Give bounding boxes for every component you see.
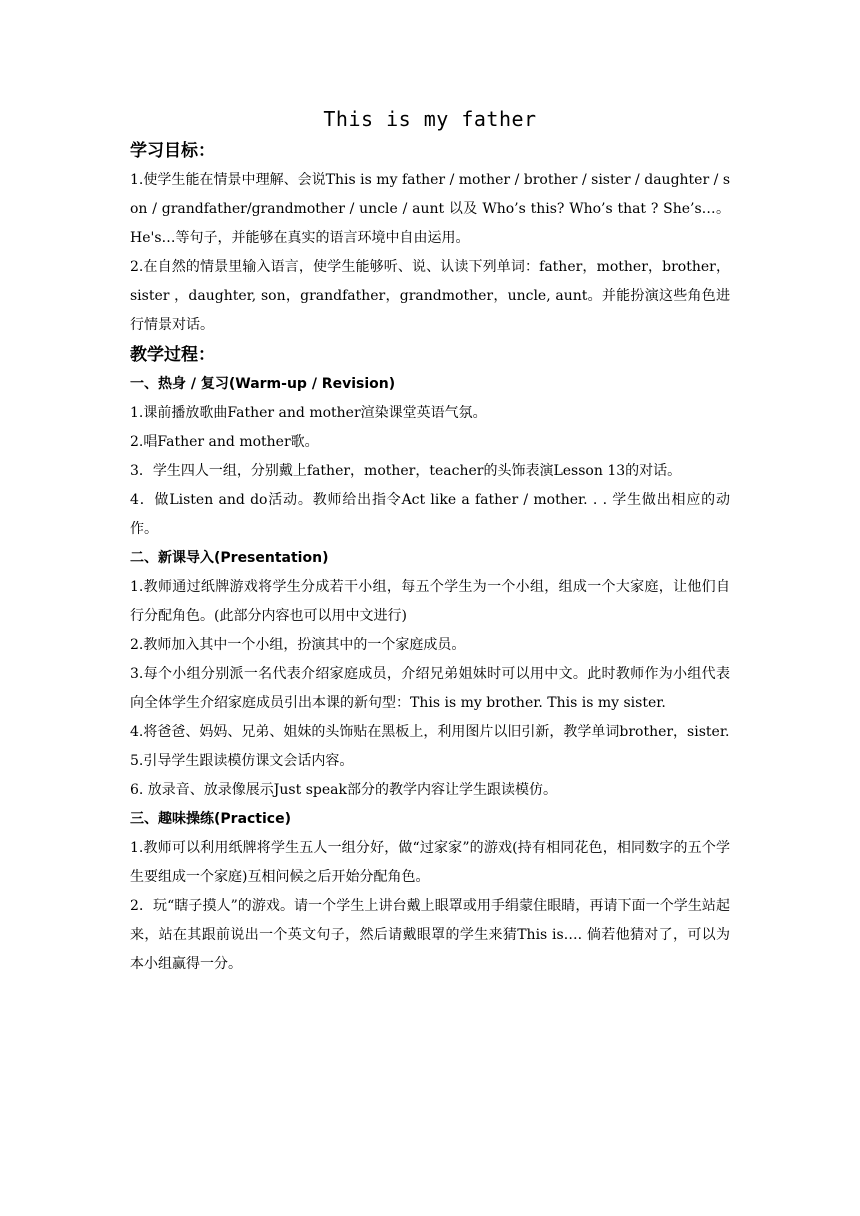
objective-item-1: 1.使学生能在情景中理解、会说This is my father / mother / brother / sister / daughter / son / grandfather/grandmother / uncle / aunt 以及 Who’s this? Who’s that ? She’s…。He's…等句子，并能够在真实的语言环境中自由运用。 bbox=[130, 172, 730, 246]
section-presentation-heading: 二、新课导入(Presentation) bbox=[130, 550, 329, 566]
warmup-item-3: 3．学生四人一组，分别戴上father，mother，teacher的头饰表演Lesson 13的对话。 bbox=[130, 463, 682, 479]
presentation-item-6: 6. 放录音、放录像展示Just speak部分的教学内容让学生跟读模仿。 bbox=[130, 782, 557, 798]
document-page bbox=[130, 104, 730, 979]
section-practice-heading: 三、趣味操练(Practice) bbox=[130, 811, 291, 827]
objective-item-2: 2.在自然的情景里输入语言，使学生能够听、说、认读下列单词：father，mother，brother，sister ，daughter, son，grandfather，grandmother，uncle, aunt。并能扮演这些角色进行情景对话。 bbox=[130, 259, 730, 333]
presentation-item-2: 2.教师加入其中一个小组，扮演其中的一个家庭成员。 bbox=[130, 637, 466, 653]
document-title: This is my father bbox=[323, 107, 537, 131]
warmup-item-2: 2.唱Father and mother歌。 bbox=[130, 434, 319, 450]
presentation-item-4: 4.将爸爸、妈妈、兄弟、姐妹的头饰贴在黑板上，利用图片以旧引新，教学单词brother，sister. bbox=[130, 724, 730, 740]
warmup-item-1: 1.课前播放歌曲Father and mother渲染课堂英语气氛。 bbox=[130, 405, 487, 421]
process-heading: 教学过程： bbox=[130, 345, 215, 365]
warmup-item-4: 4．做Listen and do活动。教师给出指令Act like a father / mother. . . 学生做出相应的动作。 bbox=[130, 492, 730, 537]
section-warmup-heading: 一、热身 / 复习(Warm-up / Revision) bbox=[130, 376, 396, 392]
practice-item-2: 2．玩“瞎子摸人”的游戏。请一个学生上讲台戴上眼罩或用手绢蒙住眼睛，再请下面一个学生站起来，站在其跟前说出一个英文句子，然后请戴眼罩的学生来猜This is…. 倘若他猜对了，可以为本小组赢得一分。 bbox=[130, 898, 730, 972]
presentation-item-5: 5.引导学生跟读模仿课文会话内容。 bbox=[130, 753, 354, 769]
presentation-item-3: 3.每个小组分别派一名代表介绍家庭成员，介绍兄弟姐妹时可以用中文。此时教师作为小组代表向全体学生介绍家庭成员引出本课的新句型：This is my brother. This is my sister. bbox=[130, 666, 730, 711]
objectives-heading: 学习目标： bbox=[130, 141, 215, 161]
practice-item-1: 1.教师可以利用纸牌将学生五人一组分好，做“过家家”的游戏(持有相同花色，相同数字的五个学生要组成一个家庭)互相问候之后开始分配角色。 bbox=[130, 840, 730, 885]
presentation-item-1: 1.教师通过纸牌游戏将学生分成若干小组，每五个学生为一个小组，组成一个大家庭，让他们自行分配角色。(此部分内容也可以用中文进行) bbox=[130, 579, 730, 624]
